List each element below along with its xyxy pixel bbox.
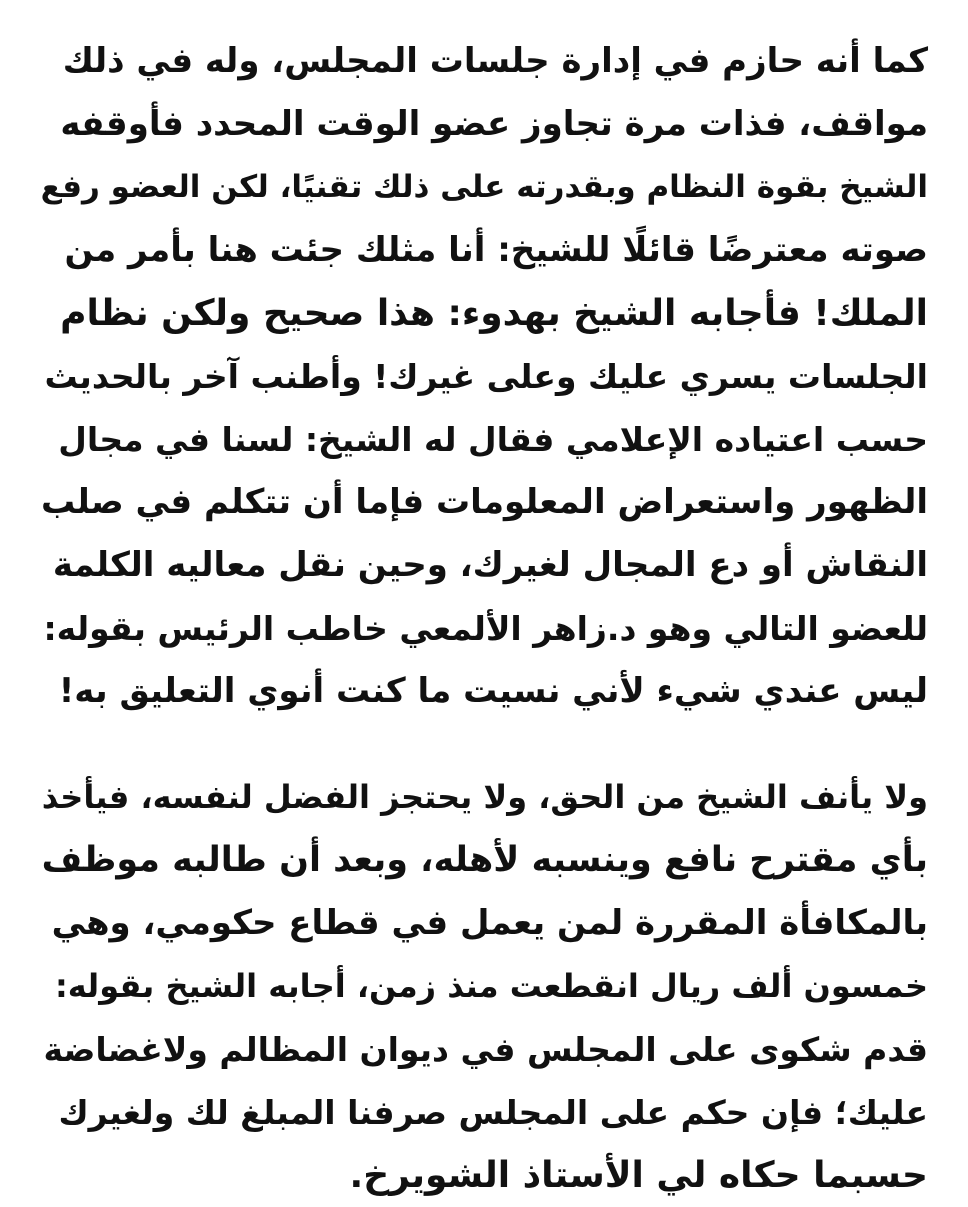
text-line: كما أنه حازم في إدارة جلسات المجلس، وله في ذلك (62, 41, 928, 81)
text-line: الشيخ بقوة النظام وبقدرته على ذلك تقنيًا، لكن العضو رفع (40, 169, 928, 205)
text-line: مواقف، فذات مرة تجاوز عضو الوقت المحدد فأوقفه (60, 104, 928, 144)
text-line: ولا يأنف الشيخ من الحق، ولا يحتجز الفضل لنفسه، فيأخذ (41, 778, 928, 816)
text-line: ليس عندي شيء لأني نسيت ما كنت أنوي التعليق به! (58, 671, 928, 711)
text-line: الظهور واستعراض المعلومات فإما أن تتكلم في صلب (40, 482, 928, 522)
text-line: بأي مقترح نافع وينسبه لأهله، وبعد أن طالبه موظف (41, 840, 928, 880)
paragraph-1 (40, 30, 928, 723)
text-line: النقاش أو دع المجال لغيرك، وحين نقل معاليه الكلمة (52, 545, 928, 585)
text-line: عليك؛ فإن حكم على المجلس صرفنا المبلغ لك ولغيرك (58, 1093, 928, 1132)
text-line: للعضو التالي وهو د.زاهر الألمعي خاطب الرئيس بقوله: (43, 609, 928, 648)
text-line: حسبما حكاه لي الأستاذ الشويرخ. (349, 1155, 928, 1196)
paragraph-spacer (40, 723, 928, 766)
text-line: قدم شكوى على المجلس في ديوان المظالم ولاغضاضة (43, 1030, 928, 1069)
text-line: بالمكافأة المقررة لمن يعمل في قطاع حكومي، وهي (51, 903, 928, 943)
paragraph-2 (40, 766, 928, 1207)
text-line: حسب اعتياده الإعلامي فقال له الشيخ: لسنا في مجال (58, 420, 928, 459)
text-line: الملك! فأجابه الشيخ بهدوء: هذا صحيح ولكن نظام (60, 293, 928, 334)
text-line: صوته معترضًا قائلًا للشيخ: أنا مثلك جئت هنا بأمر من (64, 230, 928, 270)
text-line: الجلسات يسري عليك وعلى غيرك! وأطنب آخر بالحديث (44, 357, 928, 396)
text-line: خمسون ألف ريال انقطعت منذ زمن، أجابه الشيخ بقوله: (54, 967, 928, 1005)
